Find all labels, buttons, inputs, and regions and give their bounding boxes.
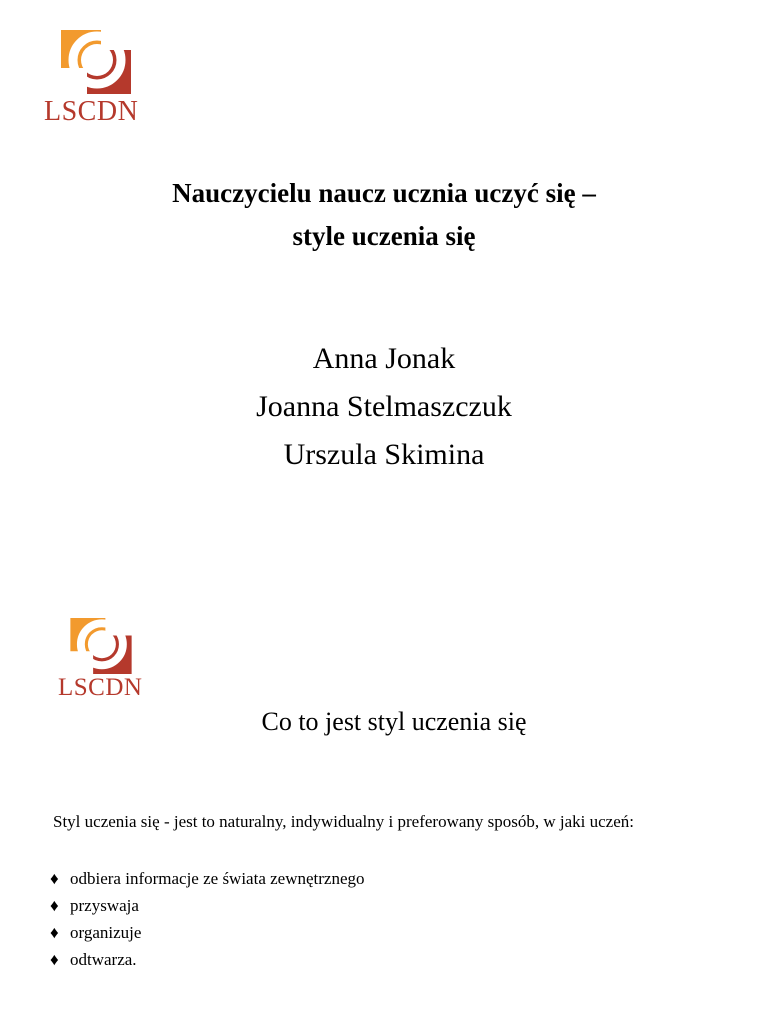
lscdn-logo xyxy=(44,30,154,130)
lscdn-logo xyxy=(58,618,158,708)
list-item-text: odtwarza. xyxy=(70,950,137,969)
list-item xyxy=(50,865,365,892)
list-item-text: przyswaja xyxy=(70,896,139,915)
section-title: Co to jest styl uczenia się xyxy=(261,707,527,736)
diamond-bullet-icon: ♦ xyxy=(50,896,59,915)
lscdn-logo-mark-icon xyxy=(70,618,132,674)
diamond-bullet-icon: ♦ xyxy=(50,950,59,969)
list-item-text: odbiera informacje ze świata zewnętrznego xyxy=(70,869,365,888)
author-list xyxy=(0,335,768,479)
author-name: Joanna Stelmaszczuk xyxy=(256,390,512,423)
logo-text: LSCDN xyxy=(44,96,139,127)
logo-text: LSCDN xyxy=(58,674,143,701)
bullet-list xyxy=(50,865,365,973)
diamond-bullet-icon: ♦ xyxy=(50,869,59,888)
page-title-line-1: Nauczycielu naucz ucznia uczyć się – xyxy=(172,178,596,208)
list-item-text: organizuje xyxy=(70,923,142,942)
author-name: Anna Jonak xyxy=(312,342,456,375)
list-item xyxy=(50,892,365,919)
diamond-bullet-icon: ♦ xyxy=(50,923,59,942)
list-item xyxy=(50,946,365,973)
author-name: Urszula Skimina xyxy=(283,438,485,471)
lscdn-logo-mark-icon xyxy=(61,30,131,94)
definition-text: Styl uczenia się - jest to naturalny, indywidualny i preferowany sposób, w jaki uczeń: xyxy=(53,812,634,831)
page-title-line-2: style uczenia się xyxy=(292,221,476,251)
list-item xyxy=(50,919,365,946)
